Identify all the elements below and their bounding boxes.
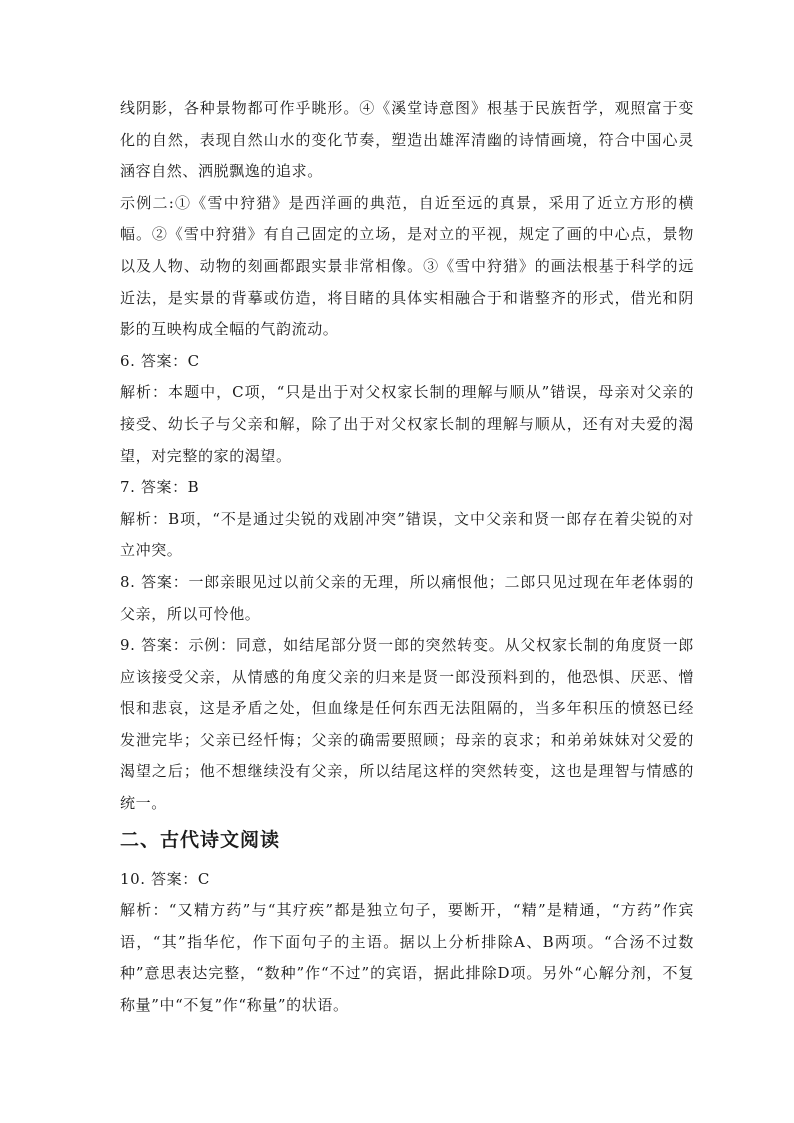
- answer-6: 6. 答案：C: [120, 351, 200, 370]
- paragraph-analysis-continued: 线阴影，各种景物都可作乎眺形。④《溪堂诗意图》根基于民族哲学，观照富于变化的自然，表现自然山水的变化节奏，塑造出雄浑清幽的诗情画境，符合中国心灵涵容自然、洒脱飘逸的追求。: [120, 99, 694, 181]
- answer-7: 7. 答案：B: [120, 478, 200, 497]
- analysis-7: 解析：B项，“不是通过尖锐的戏剧冲突”错误，文中父亲和贤一郎存在着尖锐的对立冲突。: [120, 509, 694, 560]
- analysis-6: 解析：本题中，C项，“只是出于对父权家长制的理解与顺从”错误，母亲对父亲的接受、幼长子与父亲和解，除了出于对父权家长制的理解与顺从，还有对夫爱的渴望，对完整的家的渴望。: [120, 383, 694, 465]
- section-heading: 二、古代诗文阅读: [120, 828, 281, 851]
- answer-10: 10. 答案：C: [120, 869, 210, 888]
- analysis-10: 解析：“又精方药”与“其疗疾”都是独立句子，要断开，“精”是精通，“方药”作宾语，“其”指华佗，作下面句子的主语。据以上分析排除A、B两项。“合汤不过数种”意思表达完整，“数种”作“不过”的宾语，据此排除D项。另外“心解分剂，不复称量”中“不复”作“称量”的状语。: [120, 901, 694, 1015]
- answer-9: 9. 答案：示例：同意，如结尾部分贤一郎的突然转变。从父权家长制的角度贤一郎应该接受父亲，从情感的角度父亲的归来是贤一郎没预料到的，他恐惧、厌恶、憎恨和悲哀，这是矛盾之处，但血缘是任何东西无法阻隔的，当多年积压的愤怒已经发泄完毕；父亲已经忏悔；父亲的确需要照顾；母亲的哀求；和弟弟妹妹对父爱的渴望之后；他不想继续没有父亲，所以结尾这样的突然转变，这也是理智与情感的统一。: [120, 636, 694, 813]
- paragraph-example-two: 示例二:①《雪中狩猎》是西洋画的典范，自近至远的真景，采用了近立方形的横幅。②《雪中狩猎》有自己固定的立场，是对立的平视，规定了画的中心点，景物以及人物、动物的刻画都跟实景非常相像。③《雪中狩猎》的画法根基于科学的远近法，是实景的背摹或仿造，将目睹的具体实相融合于和谐整齐的形式，借光和阴影的互映构成全幅的气韵流动。: [120, 193, 694, 339]
- answer-8: 8. 答案：一郎亲眼见过以前父亲的无理，所以痛恨他；二郎只见过现在年老体弱的父亲，所以可怜他。: [120, 572, 694, 623]
